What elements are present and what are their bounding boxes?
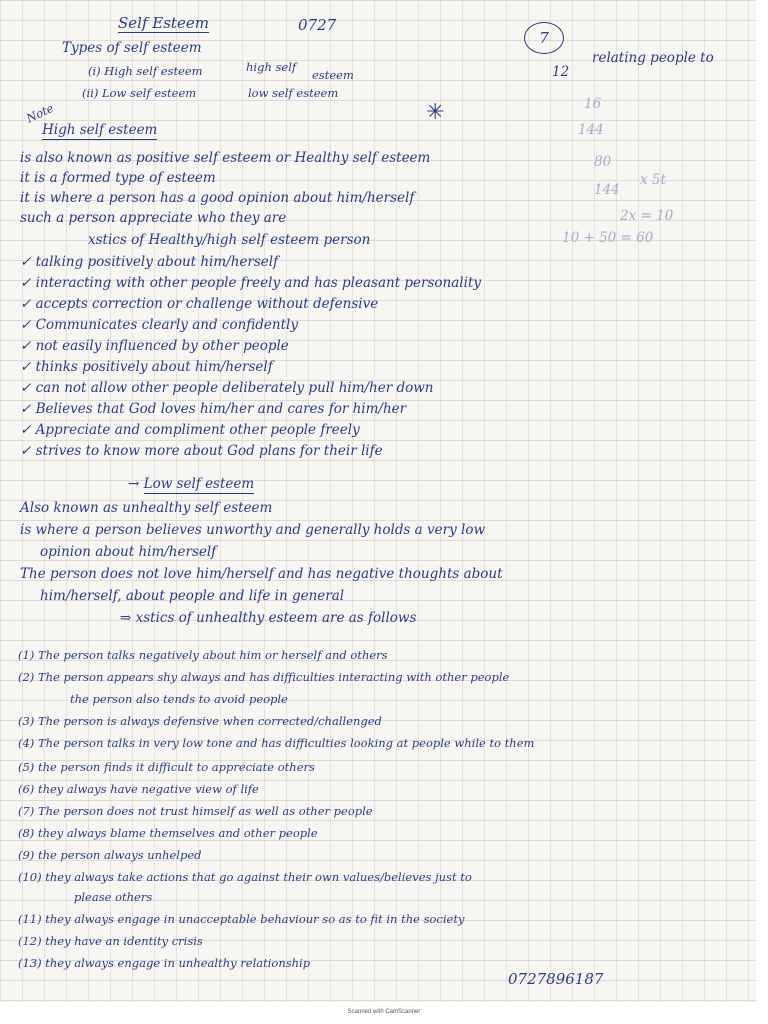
check-mark-icon: ✓	[20, 359, 36, 375]
page-code: 0727	[298, 16, 337, 34]
high-line: such a person appreciate who they are	[20, 210, 287, 226]
low-heading-text: Low self esteem	[143, 476, 255, 492]
check-mark-icon: ✓	[20, 275, 36, 291]
high-point-text: not easily influenced by other people	[35, 338, 289, 354]
low-point: (1) The person talks negatively about him or herself and others	[18, 648, 388, 662]
high-point-text: can not allow other people deliberately pull him/her down	[35, 380, 434, 396]
phone-number: 0727896187	[508, 970, 604, 988]
low-point: (13) they always engage in unhealthy relationship	[18, 956, 311, 970]
intro-note-high-1: high self	[246, 60, 297, 74]
high-subheading: xstics of Healthy/high self esteem person	[88, 232, 371, 248]
check-mark-icon: ✓	[20, 401, 36, 417]
high-point-text: interacting with other people freely and has pleasant personality	[35, 275, 481, 291]
high-point	[20, 424, 360, 438]
check-mark-icon: ✓	[20, 443, 36, 459]
double-arrow-icon: ⇒	[120, 610, 136, 626]
intro-line-2: (i) High self esteem	[88, 64, 203, 78]
high-point	[20, 277, 481, 291]
high-point	[20, 340, 289, 354]
low-point: (8) they always blame themselves and other people	[18, 826, 318, 840]
check-mark-icon: ✓	[20, 380, 36, 396]
asterisk-icon: ✳	[426, 100, 445, 125]
high-point	[20, 256, 278, 270]
page-number-circle	[524, 22, 564, 54]
side-number: 12	[552, 64, 570, 80]
low-point: (10) they always take actions that go against their own values/believes just to	[18, 870, 472, 884]
low-subheading-text: xstics of unhealthy esteem are as follows	[135, 610, 417, 626]
scratch-1: 16	[584, 96, 602, 112]
intro-note-high-2: esteem	[312, 68, 354, 82]
check-mark-icon: ✓	[20, 422, 36, 438]
low-point: (12) they have an identity crisis	[18, 934, 203, 948]
high-point	[20, 445, 383, 459]
scratch-4: 144	[594, 182, 620, 198]
low-point: (3) The person is always defensive when corrected/challenged	[18, 714, 382, 728]
high-point-text: accepts correction or challenge without defensive	[35, 296, 379, 312]
low-point: please others	[74, 890, 153, 904]
scratch-3: 80	[594, 154, 612, 170]
low-line: The person does not love him/herself and has negative thoughts about	[20, 566, 503, 582]
low-point: (2) The person appears shy always and has difficulties interacting with other people	[18, 670, 510, 684]
low-line: is where a person believes unworthy and generally holds a very low	[20, 522, 486, 538]
scratch-2: 144	[578, 122, 604, 138]
high-point	[20, 361, 273, 375]
high-point-text: strives to know more about God plans for their life	[35, 443, 383, 459]
intro-line-1: Types of self esteem	[62, 40, 202, 56]
check-mark-icon: ✓	[20, 338, 36, 354]
low-line: him/herself, about people and life in general	[40, 588, 345, 604]
high-point	[20, 382, 434, 396]
margin-mark: Note	[24, 100, 56, 126]
side-note: relating people to	[592, 50, 714, 66]
low-line: opinion about him/herself	[40, 544, 217, 560]
high-line: it is a formed type of esteem	[20, 170, 216, 186]
low-point: (9) the person always unhelped	[18, 848, 202, 862]
high-point	[20, 403, 406, 417]
high-point-text: Believes that God loves him/her and cares for him/her	[35, 401, 407, 417]
intro-note-low: low self esteem	[248, 86, 339, 100]
low-point: the person also tends to avoid people	[70, 692, 288, 706]
high-point-text: Communicates clearly and confidently	[35, 317, 298, 333]
low-point: (11) they always engage in unacceptable behaviour so as to fit in the society	[18, 912, 465, 926]
high-point-text: Appreciate and compliment other people freely	[35, 422, 360, 438]
check-mark-icon: ✓	[20, 317, 36, 333]
scratch-7: 10 + 50 = 60	[562, 230, 654, 246]
low-heading	[128, 478, 254, 492]
high-heading: High self esteem	[42, 122, 158, 138]
high-line: is also known as positive self esteem or Healthy self esteem	[20, 150, 431, 166]
high-line: it is where a person has a good opinion about him/herself	[20, 190, 415, 206]
check-mark-icon: ✓	[20, 254, 36, 270]
high-point-text: thinks positively about him/herself	[35, 359, 273, 375]
page-title: Self Esteem	[118, 14, 209, 32]
low-point: (4) The person talks in very low tone and has difficulties looking at people while to them	[18, 736, 535, 750]
high-point	[20, 298, 378, 312]
scratch-6: 2x = 10	[620, 208, 674, 224]
page-number: 7	[539, 29, 549, 47]
high-point	[20, 319, 298, 333]
low-point: (5) the person finds it difficult to appreciate others	[18, 760, 315, 774]
low-point: (6) they always have negative view of life	[18, 782, 259, 796]
scratch-5: x 5t	[640, 172, 666, 188]
arrow-right-icon: →	[128, 476, 144, 492]
high-point-text: talking positively about him/herself	[35, 254, 279, 270]
scanner-watermark: Scanned with CamScanner	[0, 1002, 768, 1024]
check-mark-icon: ✓	[20, 296, 36, 312]
low-line: Also known as unhealthy self esteem	[20, 500, 273, 516]
low-point: (7) The person does not trust himself as well as other people	[18, 804, 373, 818]
intro-line-3: (ii) Low self esteem	[82, 86, 197, 100]
low-subheading	[120, 612, 416, 626]
